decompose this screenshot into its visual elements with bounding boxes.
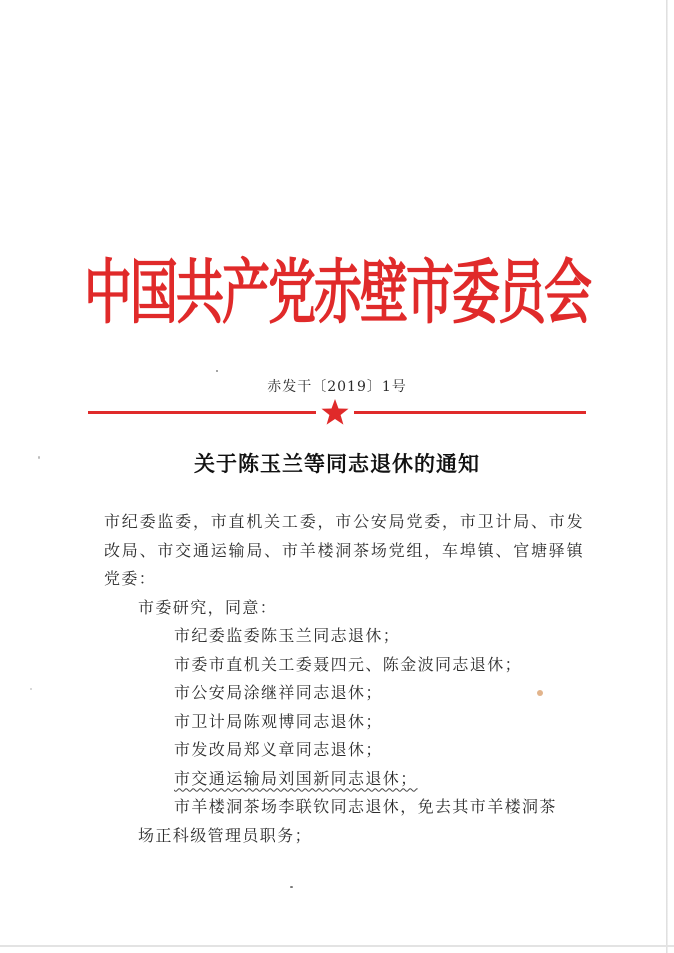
list-item: 市发改局郑义章同志退休； (174, 740, 383, 759)
handwritten-wavy-underline: 市交通运输局刘国新同志退休； (174, 768, 418, 788)
list-item: 市纪委监委陈玉兰同志退休； (174, 626, 401, 645)
notice-body (104, 508, 584, 850)
notice-title: 关于陈玉兰等同志退休的通知 (194, 451, 480, 476)
scan-speck (216, 370, 218, 372)
intro-line: 市委研究，同意： (138, 597, 278, 617)
scan-speck (290, 886, 293, 888)
list-item: 市羊楼洞茶场李联钦同志退休，免去其市羊楼洞茶 (174, 797, 557, 816)
document-number: 赤发干〔2019〕1号 (267, 379, 407, 395)
red-rule-left (88, 411, 316, 414)
list-item: 市卫计局陈观博同志退休； (174, 711, 383, 731)
issuer-red-header: 中国共产党赤壁市委员会 (83, 252, 590, 334)
list-item: 市委市直机关工委聂四元、陈金波同志退休； (174, 654, 523, 674)
addressees: 市纪委监委，市直机关工委，市公安局党委，市卫计局、市发改局、市交通运输局、市羊楼洞茶场党组，车埠镇、官塘驿镇党委： (104, 512, 584, 588)
scan-edge-bottom (0, 945, 674, 947)
list-item (104, 765, 584, 794)
red-star-icon (320, 398, 350, 426)
list-item: 市公安局涂继祥同志退休； (174, 683, 383, 702)
scan-speck (38, 456, 40, 459)
scan-speck (30, 688, 32, 690)
red-rule-right (354, 411, 586, 414)
scan-speck (537, 690, 543, 696)
list-item-continuation: 场正科级管理员职务； (138, 825, 313, 845)
